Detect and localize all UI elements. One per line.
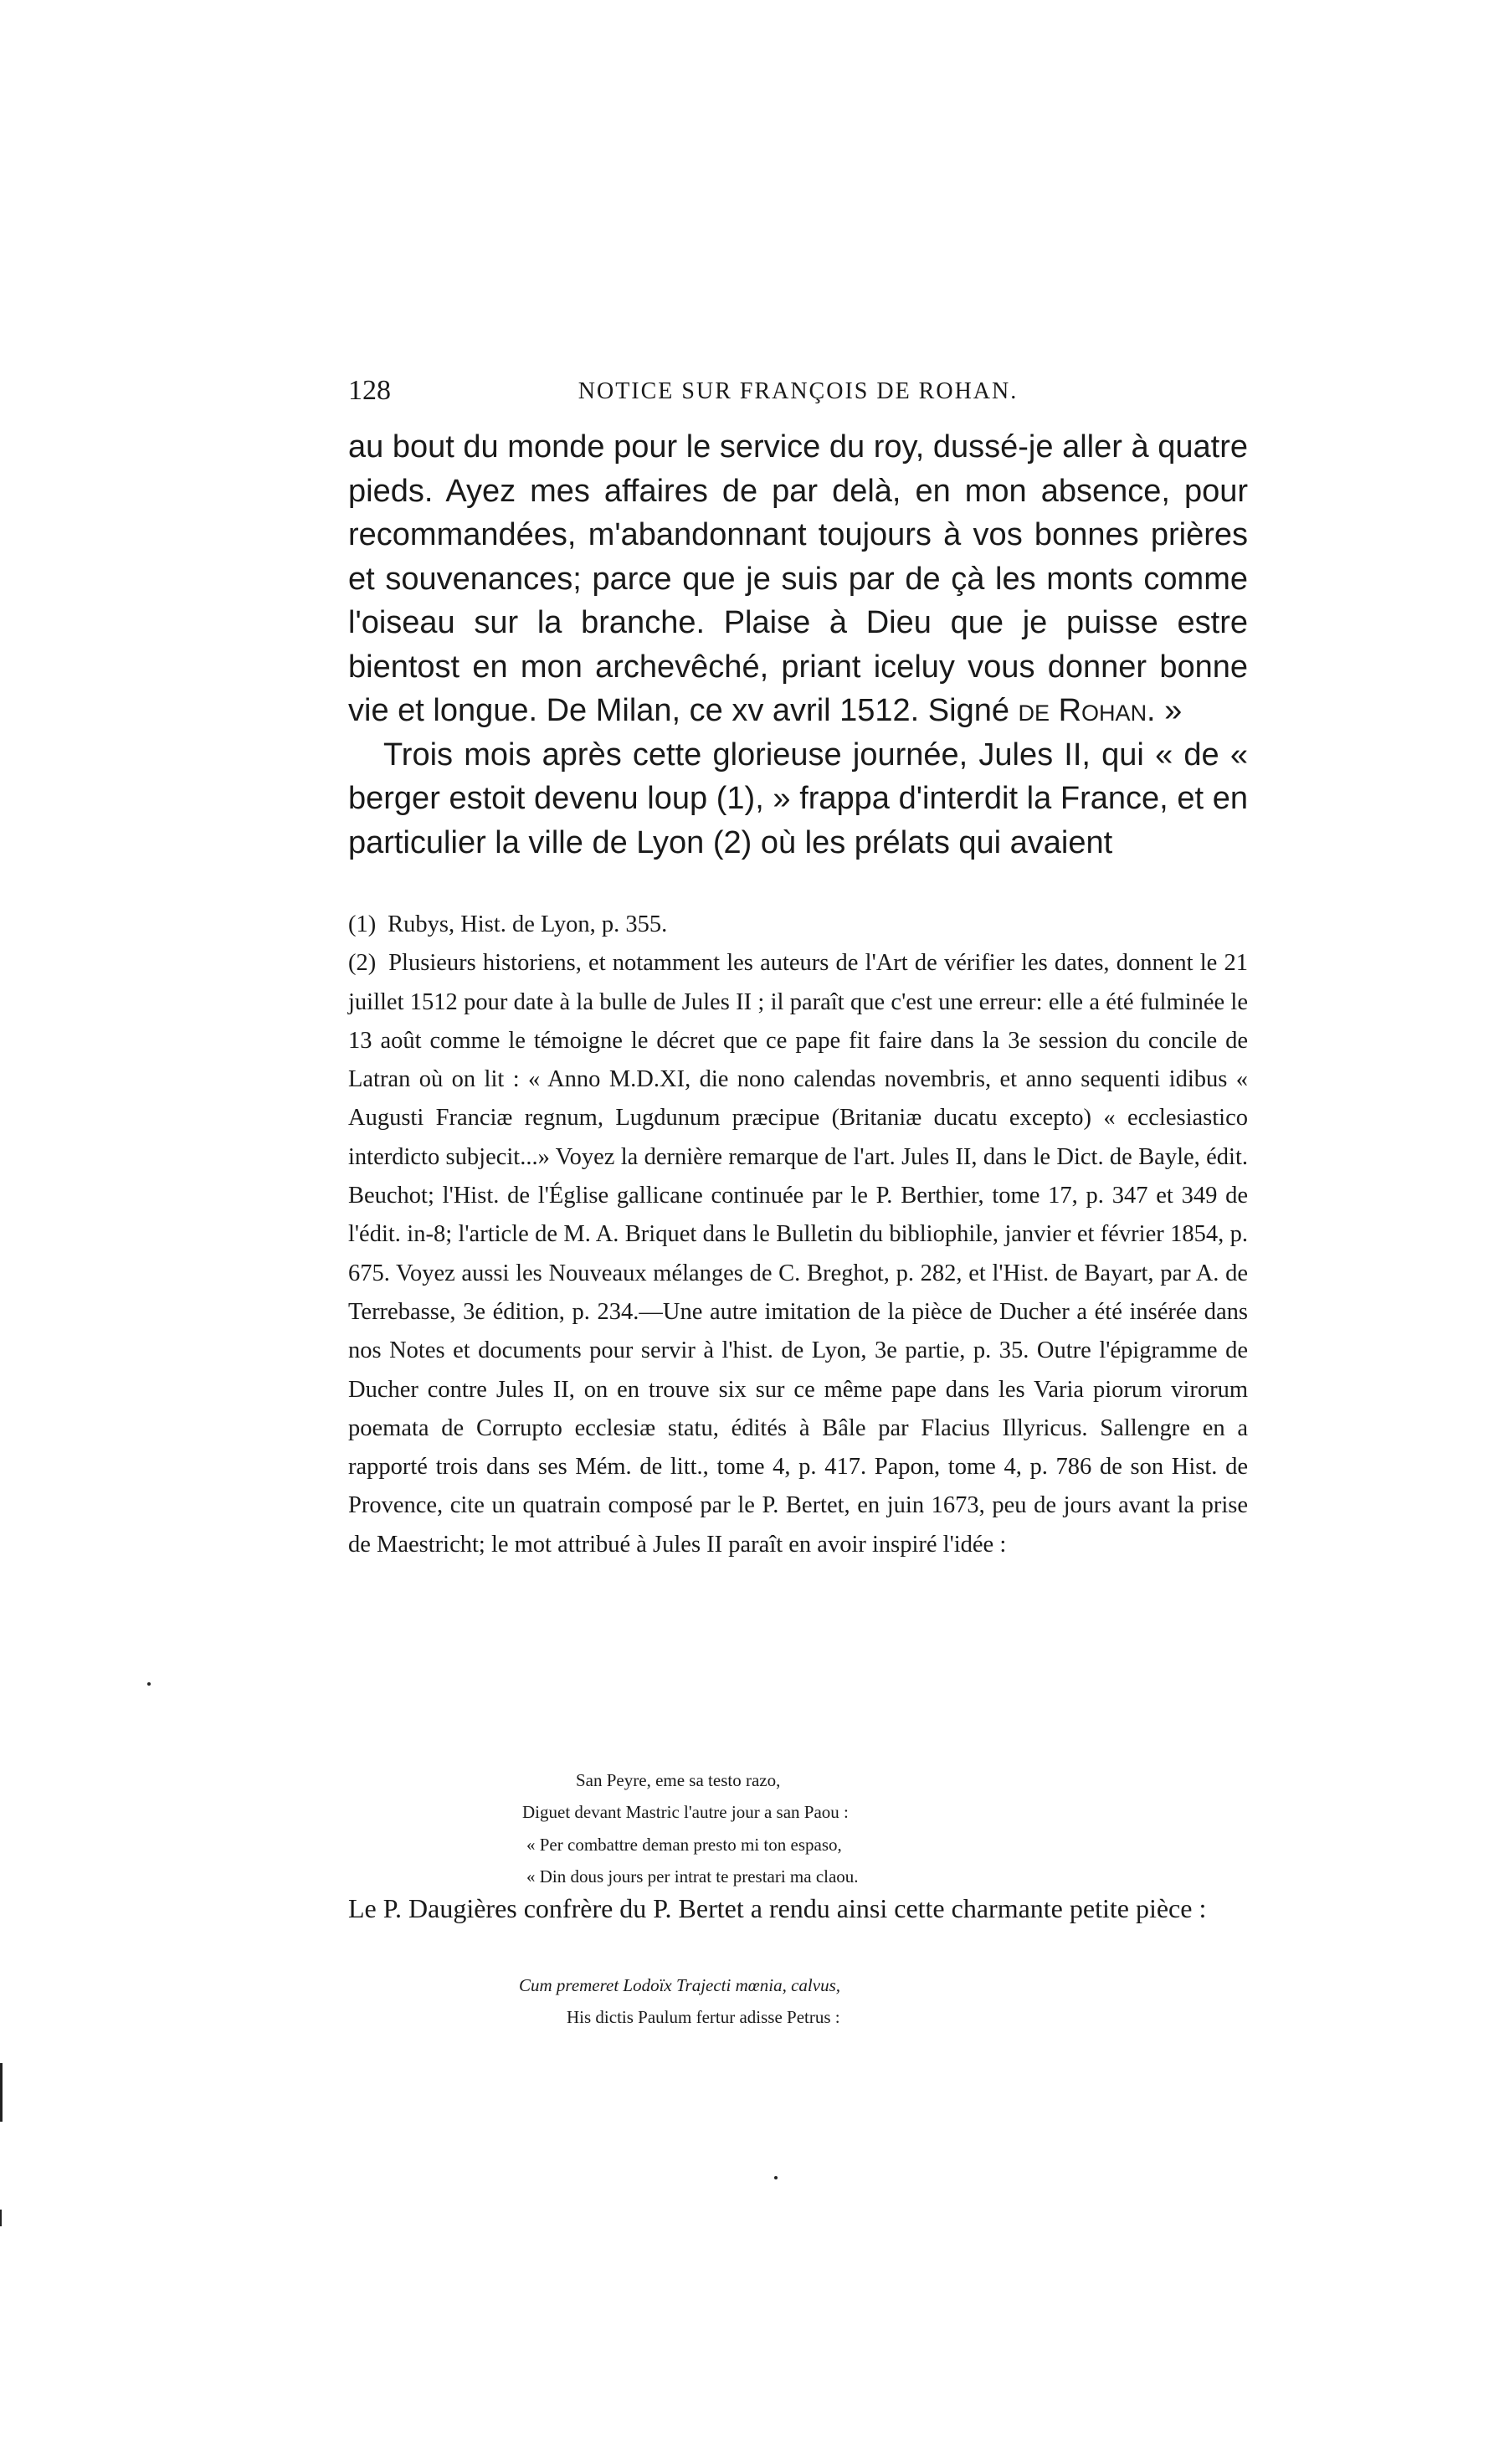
poem-line: His dictis Paulum fertur adisse Petrus : <box>567 2007 840 2028</box>
running-title: NOTICE SUR FRANÇOIS DE ROHAN. <box>578 378 1019 404</box>
signature: de Rohan. <box>1018 693 1156 728</box>
poem-line: Diguet devant Mastric l'autre jour a san Paou : <box>522 1802 849 1823</box>
poem-line: San Peyre, eme sa testo razo, <box>576 1770 781 1790</box>
closing-quote: » <box>1155 693 1183 728</box>
page-header <box>348 375 1248 417</box>
latin-verses <box>0 1969 1499 2034</box>
poem-line: « Din dous jours per intrat te prestari ma claou. <box>526 1866 859 1887</box>
poem-line: Cum premeret Lodoïx Trajecti mœnia, calvus, <box>519 1975 840 1995</box>
translation-intro: Le P. Daugières confrère du P. Bertet a rendu ainsi cette charmante petite pièce : <box>348 1893 1207 1923</box>
footnote-2 <box>348 944 1248 1564</box>
scan-margin-mark <box>0 2210 2 2226</box>
paragraph-letter-end <box>348 425 1248 733</box>
footnote-1 <box>348 906 1248 944</box>
footnote-2-marker: (2) <box>348 950 377 977</box>
letter-text: au bout du monde pour le service du roy, dussé-je aller à quatre pieds. Ayez mes affaires de par delà, en mon absence, pour recommandées, m'abandonnant toujours à vos bonnes prières et souvenances; parce que je suis par de çà les monts comme l'oiseau sur la branche. Plaise à Dieu que je puisse estre bientost en mon archevêché, priant iceluy vous donner bonne vie et longue. De Milan, ce xv avril 1512. Signé <box>348 429 1248 728</box>
main-text <box>348 425 1248 865</box>
scan-margin-mark <box>0 2063 3 2122</box>
scan-margin-mark <box>774 2176 778 2179</box>
scan-margin-mark <box>147 1682 151 1686</box>
paragraph-interdict: Trois mois après cette glorieuse journée, Jules II, qui « de « berger estoit devenu loup (1), » frappa d'interdit la France, et en particulier la ville de Lyon (2) où les prélats qui avaient <box>348 737 1248 860</box>
provencal-quatrain <box>0 1764 1499 1893</box>
footnotes <box>348 906 1248 1564</box>
footnote-2-text: Plusieurs historiens, et notamment les auteurs de l'Art de vérifier les dates, donnent le 21 juillet 1512 pour date à la bulle de Jules II ; il paraît que c'est une erreur: elle a été fulminée le 13 août comme le témoigne le décret que ce pape fit faire dans la 3e session du concile de Latran où on lit : « Anno M.D.XI, die nono calendas novembris, et anno sequenti idibus « Augusti Franciæ regnum, Lugdunum præcipue (Britaniæ ducatu excepto) « ecclesiastico interdicto subjecit...» Voyez la dernière remarque de l'art. Jules II, dans le Dict. de Bayle, édit. Beuchot; l'Hist. de l'Église gallicane continuée par le P. Berthier, tome 17, p. 347 et 349 de l'édit. in-8; l'article de M. A. Briquet dans le Bulletin du bibliophile, janvier et février 1854, p. 675. Voyez aussi les Nouveaux mélanges de C. Breghot, p. 282, et l'Hist. de Bayart, par A. de Terrebasse, 3e édition, p. 234.—Une autre imitation de la pièce de Ducher a été insérée dans nos Notes et documents pour servir à l'hist. de Lyon, 3e partie, p. 35. Outre l'épigramme de Ducher contre Jules II, on en trouve six sur ce même pape dans les Varia piorum virorum poemata de Corrupto ecclesiæ statu, édités à Bâle par Flacius Illyricus. Sallengre en a rapporté trois dans ses Mém. de litt., tome 4, p. 417. Papon, tome 4, p. 786 de son Hist. de Provence, cite un quatrain composé par le P. Bertet, en juin 1673, peu de jours avant la prise de Maestricht; le mot attribué à Jules II paraît en avoir inspiré l'idée : <box>348 950 1249 1558</box>
page-number: 128 <box>348 375 391 406</box>
footnote-1-marker: (1) <box>348 911 377 937</box>
footnote-1-text: Rubys, Hist. de Lyon, p. 355. <box>388 911 668 937</box>
poem-line: « Per combattre deman presto mi ton espaso, <box>526 1834 842 1855</box>
